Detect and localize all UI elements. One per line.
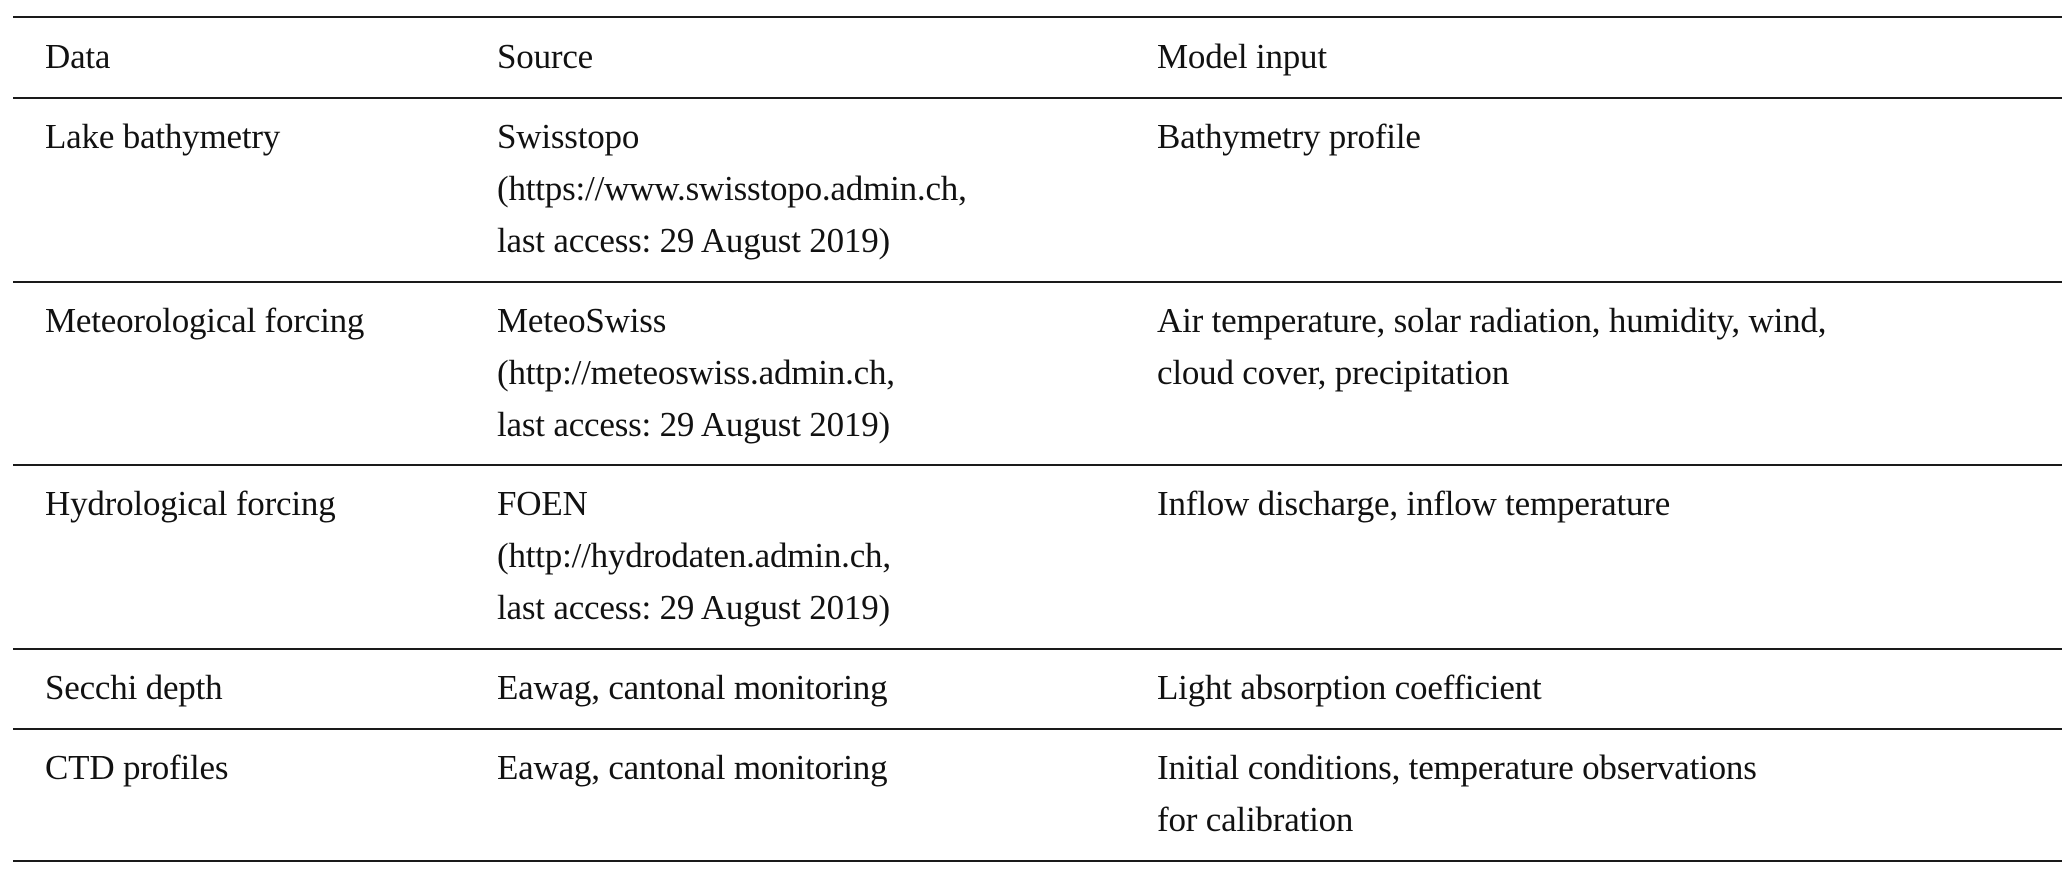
model-input-line: Bathymetry profile xyxy=(1157,117,1421,156)
model-input-cell xyxy=(1157,295,1826,399)
model-input-line: Initial conditions, temperature observations xyxy=(1157,748,1757,787)
data-cell: Lake bathymetry xyxy=(45,117,281,156)
source-cell xyxy=(497,111,967,267)
source-line: (http://meteoswiss.admin.ch, xyxy=(497,353,895,392)
column-header-source: Source xyxy=(497,37,593,76)
row-divider xyxy=(13,728,2062,730)
row-divider xyxy=(13,464,2062,466)
model-input-line: Light absorption coefficient xyxy=(1157,668,1542,707)
column-header-data: Data xyxy=(45,37,111,76)
source-line: (https://www.swisstopo.admin.ch, xyxy=(497,169,967,208)
source-line: FOEN xyxy=(497,484,588,523)
data-cell: Hydrological forcing xyxy=(45,484,336,523)
table-bottom-rule xyxy=(13,860,2062,862)
row-divider xyxy=(13,648,2062,650)
data-cell: Meteorological forcing xyxy=(45,301,365,340)
model-input-cell xyxy=(1157,662,1541,714)
source-cell xyxy=(497,478,891,634)
model-input-cell xyxy=(1157,478,1670,530)
source-line: Swisstopo xyxy=(497,117,640,156)
model-input-line: for calibration xyxy=(1157,800,1354,839)
table-top-rule xyxy=(13,16,2062,18)
model-input-line: cloud cover, precipitation xyxy=(1157,353,1510,392)
source-line: (http://hydrodaten.admin.ch, xyxy=(497,536,891,575)
source-line: last access: 29 August 2019) xyxy=(497,405,890,444)
source-cell xyxy=(497,662,887,714)
data-cell: Secchi depth xyxy=(45,668,223,707)
source-line: last access: 29 August 2019) xyxy=(497,588,890,627)
model-input-cell xyxy=(1157,742,1757,846)
source-cell xyxy=(497,295,895,451)
model-input-cell xyxy=(1157,111,1421,163)
model-input-line: Air temperature, solar radiation, humidity, wind, xyxy=(1157,301,1827,340)
source-line: Eawag, cantonal monitoring xyxy=(497,668,888,707)
header-rule xyxy=(13,97,2062,99)
column-header-model-input: Model input xyxy=(1157,37,1327,76)
source-cell xyxy=(497,742,887,794)
data-cell: CTD profiles xyxy=(45,748,229,787)
source-line: last access: 29 August 2019) xyxy=(497,221,890,260)
source-line: Eawag, cantonal monitoring xyxy=(497,748,888,787)
source-line: MeteoSwiss xyxy=(497,301,667,340)
row-divider xyxy=(13,281,2062,283)
model-input-line: Inflow discharge, inflow temperature xyxy=(1157,484,1671,523)
